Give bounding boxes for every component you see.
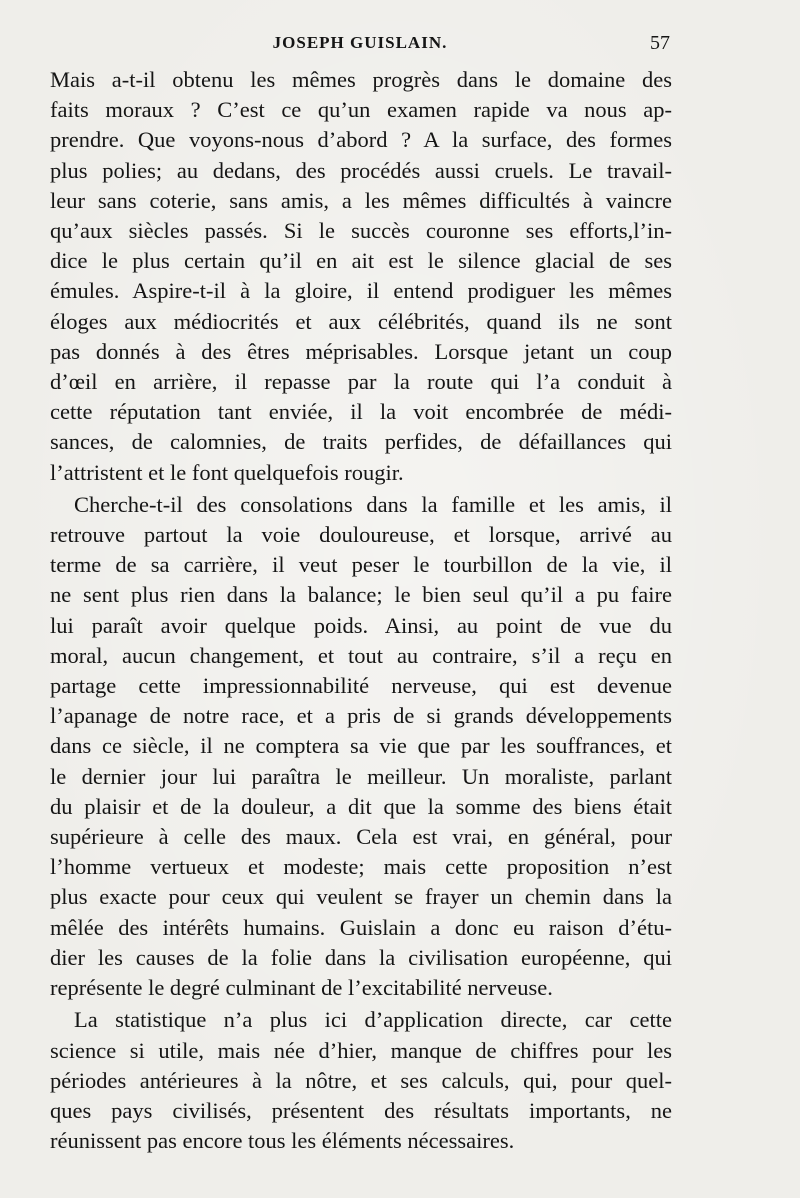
- text-line: éloges aux médiocrités et aux célébrités, quand ils ne sont: [50, 308, 672, 334]
- text-line: cette réputation tant enviée, il la voit encombrée de médi-: [50, 399, 672, 425]
- text-line: l’attristent et le font quelquefois rougir.: [50, 459, 404, 485]
- text-line: sances, de calomnies, de traits perfides, de défaillances qui: [50, 429, 672, 455]
- text-line: dans ce siècle, il ne comptera sa vie que par les souffrances, et: [50, 733, 672, 759]
- text-line: science si utile, mais née d’hier, manque de chiffres pour les: [50, 1037, 672, 1063]
- paragraph-1: [50, 65, 672, 488]
- text-line: plus exacte pour ceux qui veulent se frayer un chemin dans la: [50, 884, 672, 910]
- text-line: l’homme vertueux et modeste; mais cette proposition n’est: [50, 854, 672, 880]
- text-line: du plaisir et de la douleur, a dit que la somme des biens était: [50, 793, 672, 819]
- paragraph-3: [50, 1005, 672, 1156]
- page-header: [50, 28, 670, 58]
- text-line: plus polies; au dedans, des procédés aussi cruels. Le travail-: [50, 157, 672, 183]
- text-line: retrouve partout la voie douloureuse, et lorsque, arrivé au: [50, 522, 672, 548]
- body-text: [50, 65, 672, 1156]
- text-line: Cherche-t-il des consolations dans la famille et les amis, il: [74, 491, 672, 517]
- text-line: d’œil en arrière, il repasse par la route qui l’a conduit à: [50, 369, 672, 395]
- text-line: Mais a-t-il obtenu les mêmes progrès dans le domaine des: [50, 67, 672, 92]
- text-line: partage cette impressionnabilité nerveuse, qui est devenue: [50, 673, 672, 699]
- text-line: qu’aux siècles passés. Si le succès couronne ses efforts,l’in-: [50, 218, 672, 244]
- text-line: réunissent pas encore tous les éléments nécessaires.: [50, 1128, 515, 1154]
- text-line: mêlée des intérêts humains. Guislain a donc eu raison d’étu-: [50, 914, 672, 940]
- text-line: ques pays civilisés, présentent des résultats importants, ne: [50, 1097, 672, 1123]
- text-line: terme de sa carrière, il veut peser le tourbillon de la vie, il: [50, 552, 672, 578]
- text-line: l’apanage de notre race, et a pris de si grands développements: [50, 703, 672, 729]
- text-line: représente le degré culminant de l’excitabilité nerveuse.: [50, 975, 553, 1001]
- text-line: moral, aucun changement, et tout au contraire, s’il a reçu en: [50, 642, 672, 668]
- text-line: émules. Aspire-t-il à la gloire, il entend prodiguer les mêmes: [50, 278, 672, 304]
- text-line: dice le plus certain qu’il en ait est le silence glacial de ses: [50, 248, 672, 274]
- text-line: le dernier jour lui paraîtra le meilleur. Un moraliste, parlant: [50, 763, 672, 789]
- running-head: JOSEPH GUISLAIN.: [272, 33, 448, 52]
- text-line: faits moraux ? C’est ce qu’un examen rapide va nous ap-: [50, 97, 672, 123]
- paragraph-2: [50, 490, 672, 1003]
- text-line: périodes antérieures à la nôtre, et ses calculs, qui, pour quel-: [50, 1067, 672, 1093]
- text-line: dier les causes de la folie dans la civilisation européenne, qui: [50, 944, 672, 970]
- text-line: prendre. Que voyons-nous d’abord ? A la surface, des formes: [50, 127, 672, 153]
- text-line: pas donnés à des êtres méprisables. Lorsque jetant un coup: [50, 338, 672, 364]
- text-line: ne sent plus rien dans la balance; le bien seul qu’il a pu faire: [50, 582, 672, 608]
- text-line: leur sans coterie, sans amis, a les mêmes difficultés à vaincre: [50, 187, 672, 213]
- text-line: La statistique n’a plus ici d’application directe, car cette: [74, 1007, 672, 1033]
- page-number: 57: [650, 32, 670, 54]
- text-line: lui paraît avoir quelque poids. Ainsi, au point de vue du: [50, 612, 672, 638]
- text-line: supérieure à celle des maux. Cela est vrai, en général, pour: [50, 824, 672, 850]
